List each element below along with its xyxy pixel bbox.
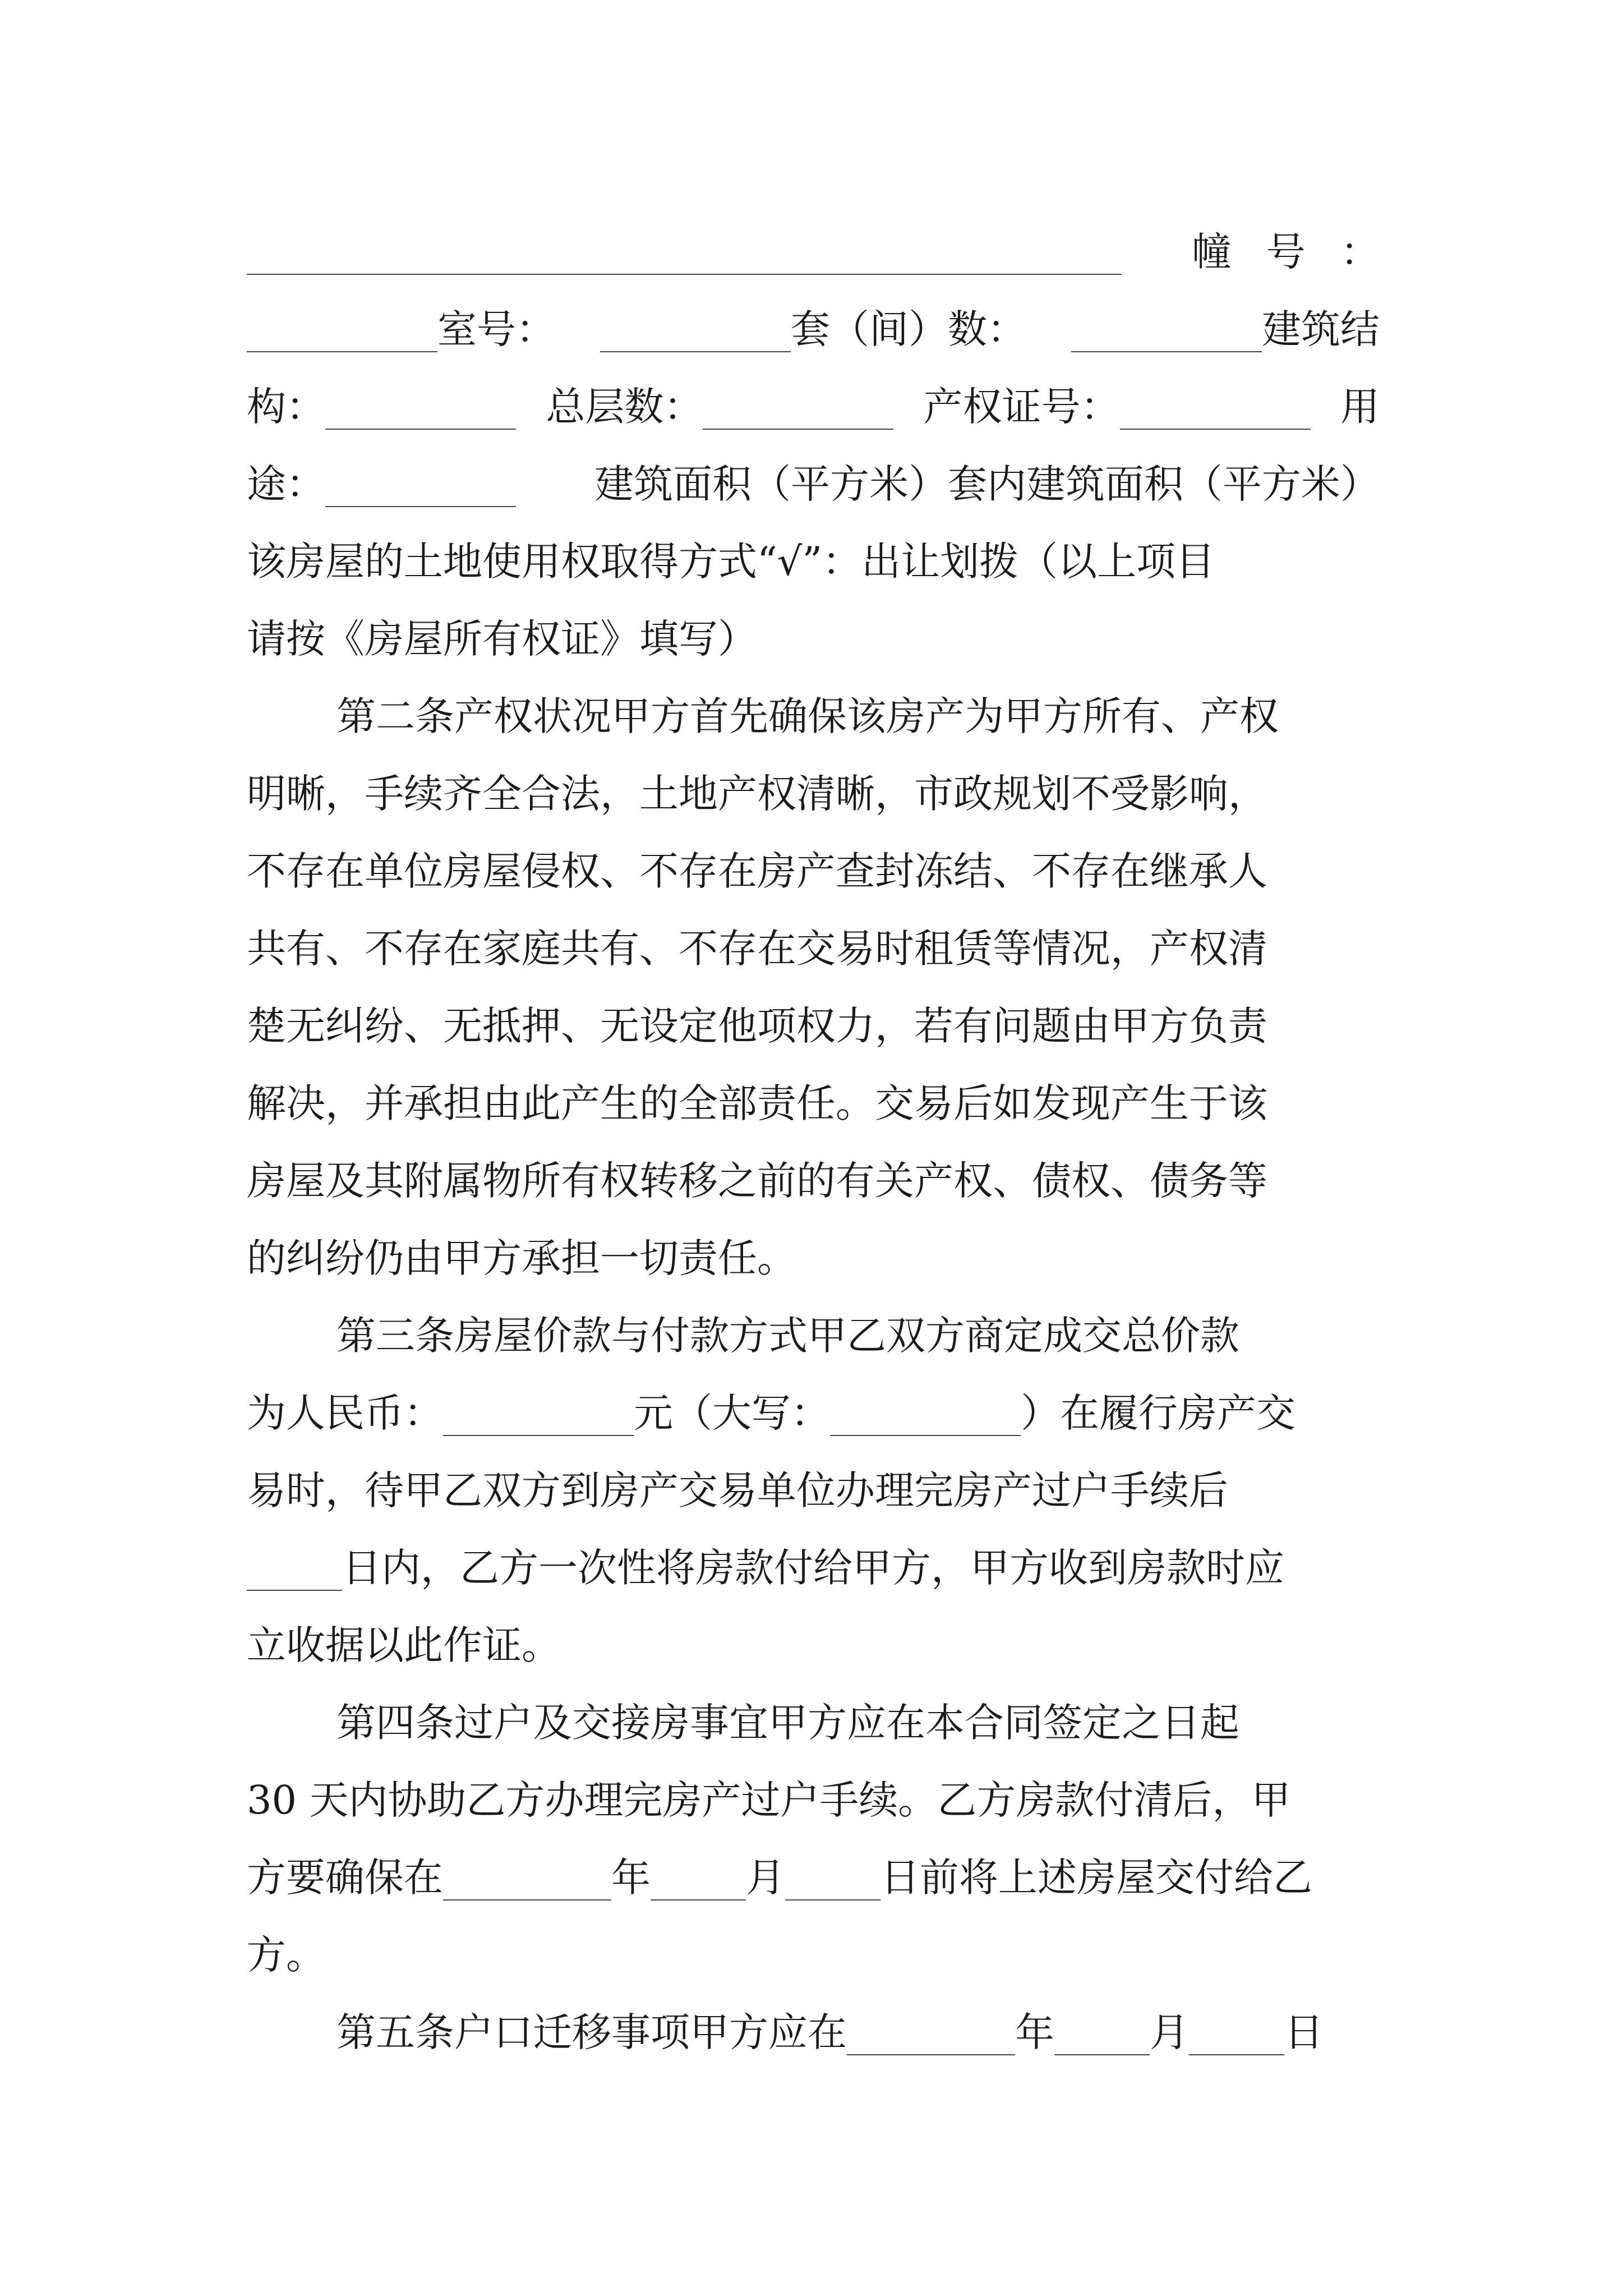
text: 共有、不存在家庭共有、不存在交易时租赁等情况，产权清 bbox=[247, 926, 1267, 972]
text: 产权证号： bbox=[923, 384, 1120, 430]
line-21 bbox=[247, 1761, 1380, 1839]
line-8 bbox=[247, 755, 1380, 832]
blank-field bbox=[247, 306, 437, 352]
blank-field bbox=[785, 1855, 880, 1901]
line-1 bbox=[247, 213, 1380, 291]
text: 元（大写： bbox=[634, 1390, 830, 1436]
text: 室号： bbox=[437, 306, 555, 352]
blank-field bbox=[443, 1855, 611, 1901]
text: 总层数： bbox=[546, 384, 703, 430]
text: 第五条户口迁移事项甲方应在 bbox=[336, 2009, 847, 2055]
text: 该房屋的土地使用权取得方式“√”：出让划拨（以上项目 bbox=[247, 539, 1215, 585]
blank-field bbox=[830, 1390, 1021, 1436]
blank-field bbox=[703, 384, 893, 430]
line-2 bbox=[247, 291, 1380, 368]
line-5 bbox=[247, 523, 1380, 600]
text: 方要确保在 bbox=[247, 1855, 443, 1901]
text: 立收据以此作证。 bbox=[247, 1622, 561, 1668]
text: 房屋及其附属物所有权转移之前的有关产权、债权、债务等 bbox=[247, 1158, 1267, 1204]
blank-field bbox=[1054, 2009, 1150, 2055]
text: 年 bbox=[611, 1855, 651, 1901]
text: 易时，待甲乙双方到房产交易单位办理完房产过户手续后 bbox=[247, 1467, 1228, 1513]
text: 幢 号 ： bbox=[1192, 229, 1380, 275]
blank-field bbox=[443, 1390, 634, 1436]
text: 日 bbox=[1284, 2009, 1324, 2055]
line-15 bbox=[247, 1297, 1380, 1374]
text: 第四条过户及交接房事宜甲方应在本合同签定之日起 bbox=[336, 1700, 1239, 1746]
blank-field bbox=[325, 461, 516, 507]
line-7 bbox=[247, 678, 1380, 755]
text: 月 bbox=[1150, 2009, 1189, 2055]
line-11 bbox=[247, 987, 1380, 1065]
line-18 bbox=[247, 1529, 1380, 1607]
text: 明晰，手续齐全合法，土地产权清晰，市政规划不受影响， bbox=[247, 771, 1267, 817]
text: 用 bbox=[1340, 384, 1380, 430]
line-22 bbox=[247, 1839, 1380, 1916]
text: 不存在单位房屋侵权、不存在房产查封冻结、不存在继承人 bbox=[247, 848, 1267, 894]
document-page bbox=[247, 213, 1380, 2071]
blank-field bbox=[325, 384, 516, 430]
line-20 bbox=[247, 1684, 1380, 1761]
text: 构： bbox=[247, 384, 325, 430]
blank-field bbox=[247, 1545, 342, 1591]
line-17 bbox=[247, 1452, 1380, 1529]
line-12 bbox=[247, 1065, 1380, 1142]
line-19 bbox=[247, 1607, 1380, 1684]
blank-field bbox=[1189, 2009, 1284, 2055]
text: 年 bbox=[1015, 2009, 1054, 2055]
blank-field bbox=[600, 306, 791, 352]
text: 建筑结 bbox=[1262, 306, 1380, 352]
text: 日前将上述房屋交付给乙 bbox=[880, 1855, 1312, 1901]
blank-field bbox=[1120, 384, 1311, 430]
line-9 bbox=[247, 832, 1380, 910]
line-14 bbox=[247, 1220, 1380, 1297]
text: 第三条房屋价款与付款方式甲乙双方商定成交总价款 bbox=[336, 1313, 1239, 1359]
text: 解决，并承担由此产生的全部责任。交易后如发现产生于该 bbox=[247, 1080, 1267, 1126]
text: 楚无纠纷、无抵押、无设定他项权力，若有问题由甲方负责 bbox=[247, 1003, 1267, 1049]
text: 套（间）数： bbox=[791, 306, 1026, 352]
text: 日内，乙方一次性将房款付给甲方，甲方收到房款时应 bbox=[342, 1545, 1284, 1591]
text: 月 bbox=[746, 1855, 785, 1901]
line-13 bbox=[247, 1142, 1380, 1220]
line-4 bbox=[247, 445, 1380, 523]
line-23 bbox=[247, 1916, 1380, 1994]
line-3 bbox=[247, 368, 1380, 445]
text: 建筑面积（平方米）套内建筑面积（平方米） bbox=[594, 461, 1380, 507]
blank-field bbox=[1071, 306, 1262, 352]
line-16 bbox=[247, 1374, 1380, 1452]
line-10 bbox=[247, 910, 1380, 987]
text: 请按《房屋所有权证》填写） bbox=[247, 616, 757, 662]
blank-field bbox=[247, 229, 1122, 275]
text: 30 天内协助乙方办理完房产过户手续。乙方房款付清后，甲 bbox=[247, 1777, 1291, 1823]
text: 途： bbox=[247, 461, 325, 507]
text: 的纠纷仍由甲方承担一切责任。 bbox=[247, 1235, 796, 1281]
text: 为人民币： bbox=[247, 1390, 443, 1436]
line-6 bbox=[247, 600, 1380, 678]
line-24 bbox=[247, 1994, 1380, 2071]
blank-field bbox=[651, 1855, 746, 1901]
blank-field bbox=[847, 2009, 1015, 2055]
text: ）在履行房产交 bbox=[1021, 1390, 1295, 1436]
text: 方。 bbox=[247, 1932, 325, 1978]
text: 第二条产权状况甲方首先确保该房产为甲方所有、产权 bbox=[336, 693, 1279, 739]
